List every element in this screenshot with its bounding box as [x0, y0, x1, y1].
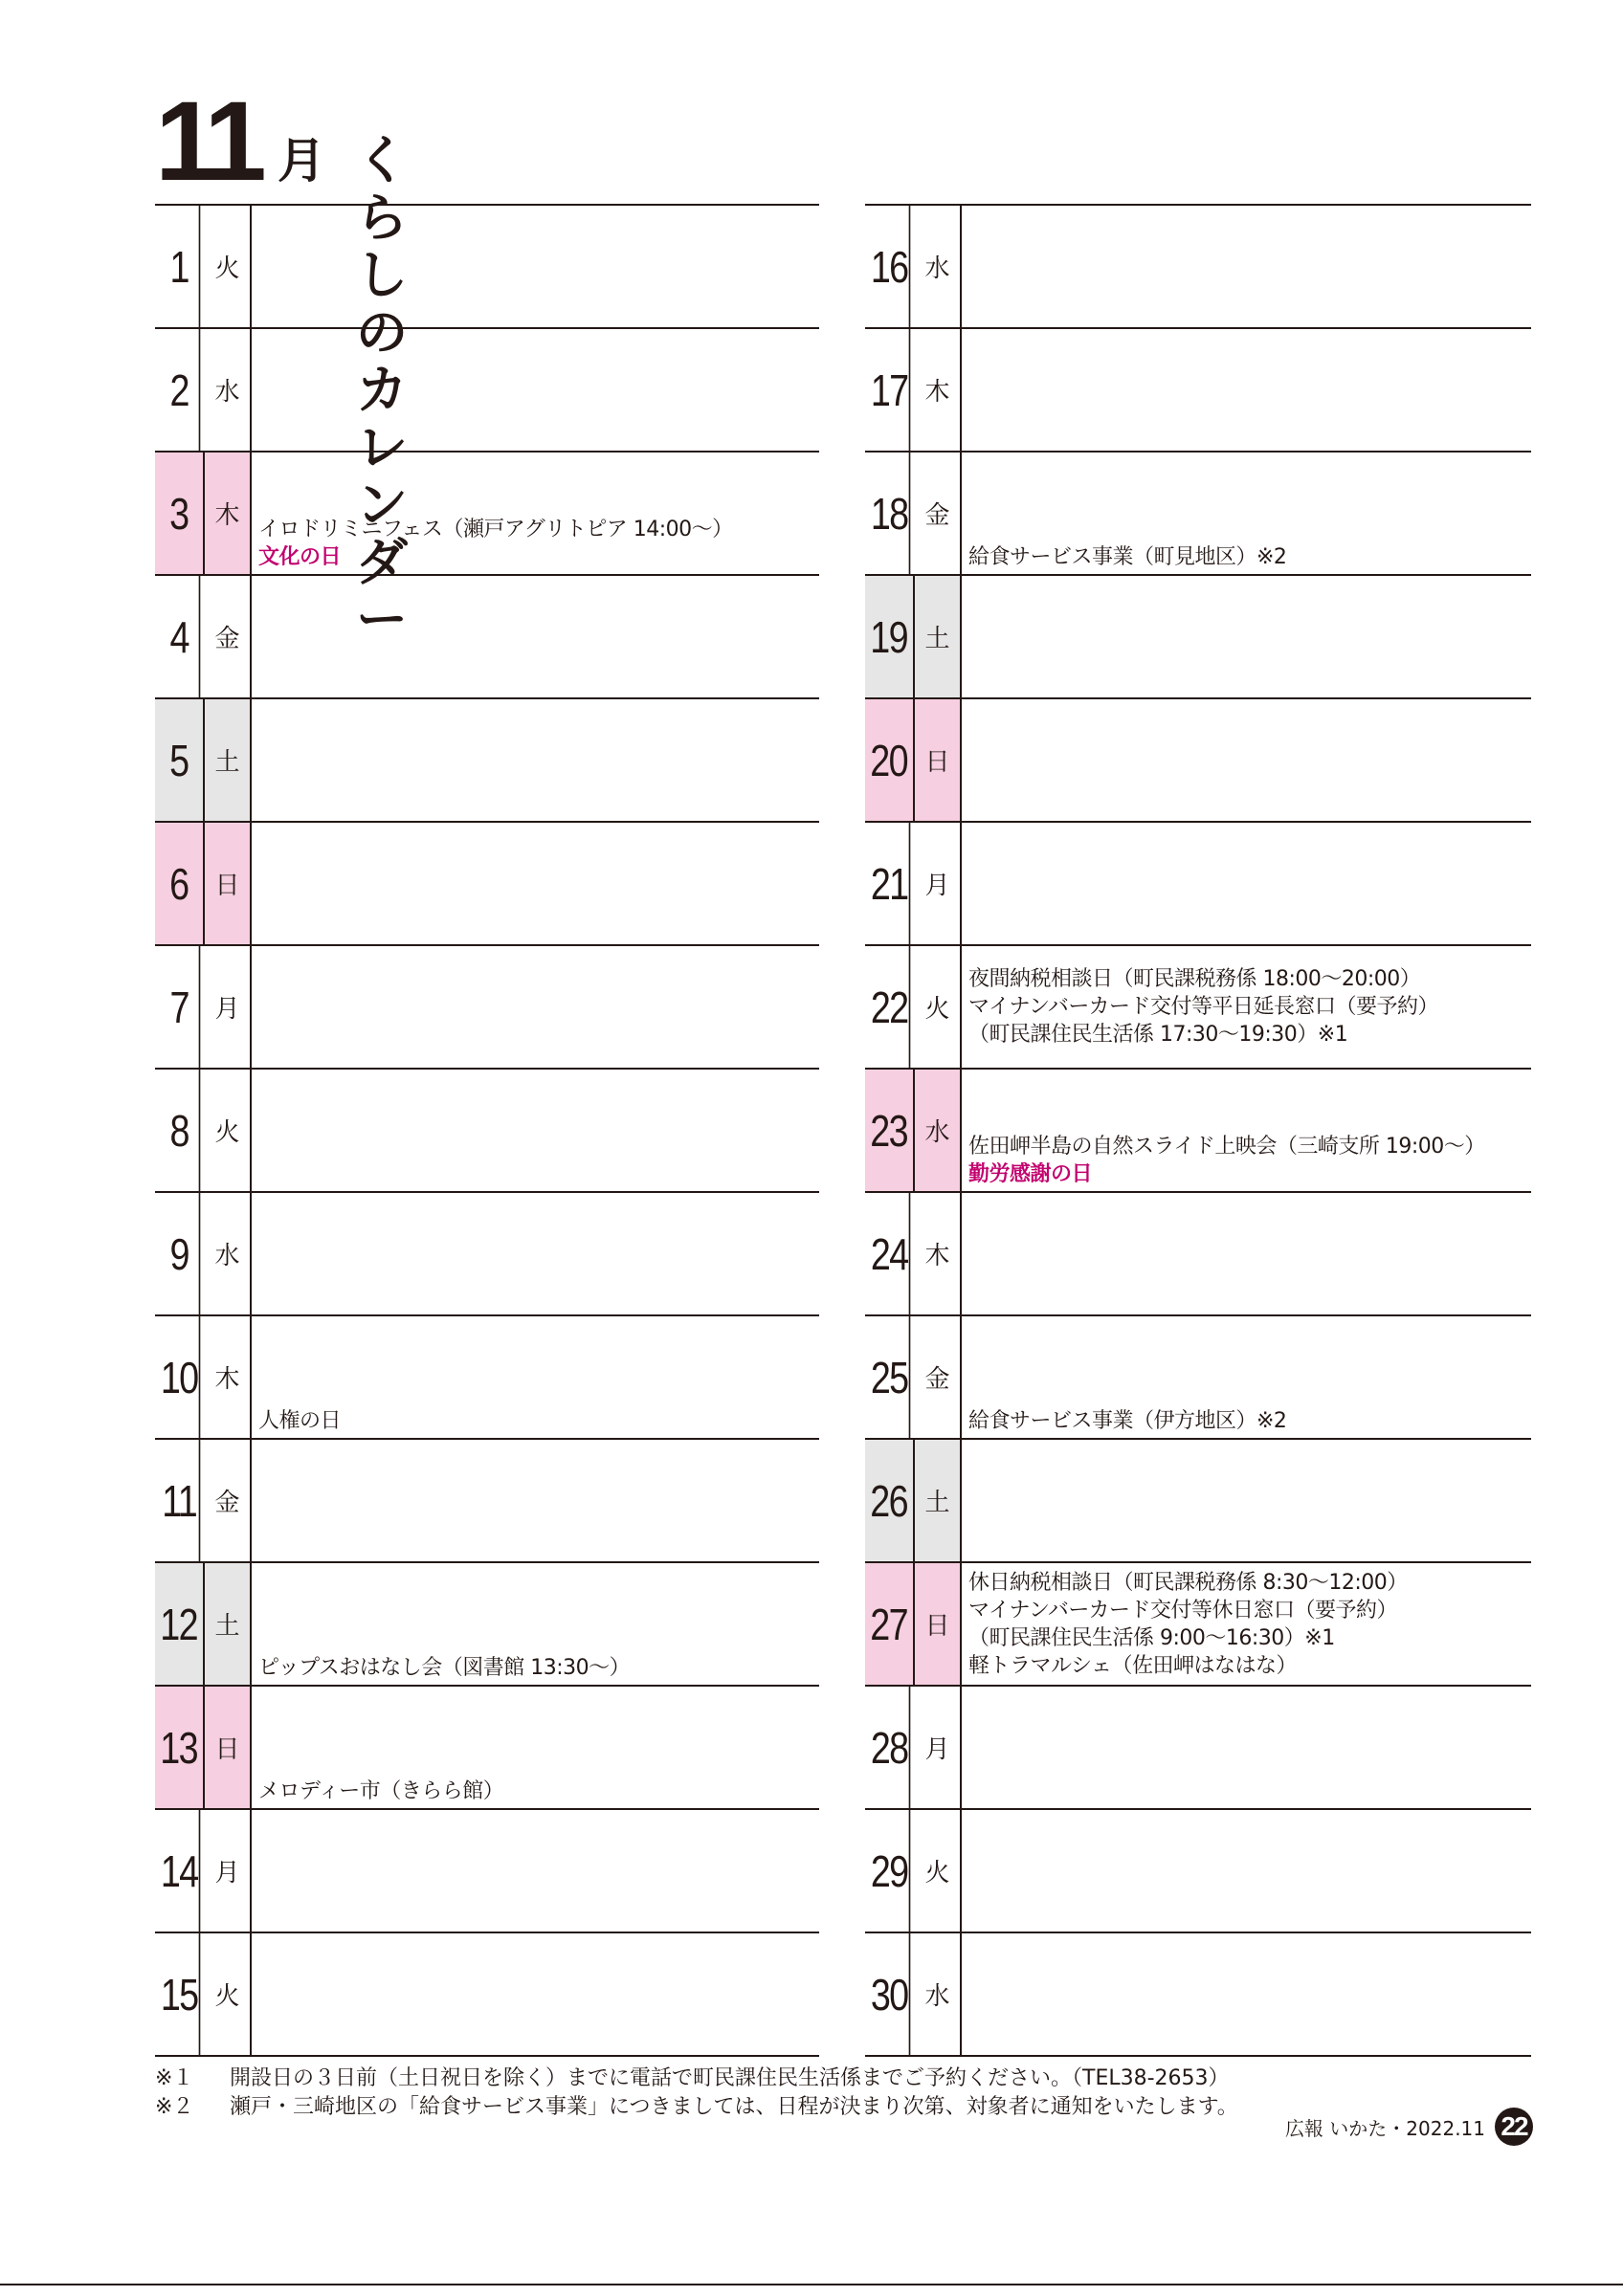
calendar-row — [865, 1563, 1531, 1687]
day-number-text: 10 — [160, 1352, 198, 1402]
weekday: 日 — [915, 1563, 962, 1685]
day-number-text: 4 — [169, 611, 189, 662]
day-number — [155, 1563, 205, 1685]
day-number-text: 26 — [870, 1475, 908, 1526]
weekday: 金 — [915, 453, 962, 574]
calendar-row — [865, 823, 1531, 946]
day-number — [865, 576, 915, 697]
holiday-name: 文化の日 — [258, 545, 342, 569]
calendar-row — [865, 576, 1531, 699]
publication-label: 広報 いかた・2022.11 — [1284, 2116, 1485, 2140]
day-number-text: 7 — [169, 982, 189, 1032]
footnote — [155, 2064, 1495, 2093]
event-text: 給食サービス事業（町見地区）※2 — [968, 545, 1287, 569]
title-month-number: 11 — [155, 78, 259, 205]
event-text: 軽トラマルシェ（佐田岬はなはな） — [968, 1653, 1298, 1678]
calendar-row — [155, 1070, 819, 1193]
calendar-row — [865, 1933, 1531, 2057]
day-number — [160, 329, 201, 451]
day-number — [865, 1563, 915, 1685]
weekday: 木 — [915, 329, 962, 451]
event-text: （町民課住民生活係 9:00〜16:30）※1 — [968, 1625, 1335, 1650]
footnote-mark: ※１ — [155, 2066, 194, 2090]
event-text: 佐田岬半島の自然スライド上映会（三崎支所 19:00〜） — [968, 1135, 1485, 1159]
page-footer — [1285, 2108, 1533, 2146]
calendar-row — [155, 1687, 819, 1810]
day-number — [160, 1440, 201, 1561]
weekday: 土 — [915, 1440, 962, 1561]
day-number-text: 11 — [162, 1475, 197, 1526]
day-number-text: 6 — [169, 858, 189, 909]
title-month-label: 月 — [278, 133, 325, 188]
event-text: メロディー市（きらら館） — [258, 1779, 504, 1803]
event-text: 夜間納税相談日（町民課税務係 18:00〜20:00） — [968, 967, 1421, 991]
calendar-row — [155, 1316, 819, 1440]
calendar-row — [155, 1563, 819, 1687]
day-number — [865, 1440, 915, 1561]
weekday: 土 — [205, 1563, 252, 1685]
day-number — [870, 1810, 911, 1932]
day-number-text: 18 — [870, 488, 908, 539]
weekday: 月 — [205, 1810, 252, 1932]
day-number-text: 2 — [169, 364, 189, 415]
day-number-text: 20 — [870, 735, 908, 785]
event-list — [968, 543, 1527, 571]
calendar-column-left — [155, 204, 819, 2057]
weekday: 金 — [205, 576, 252, 697]
weekday: 土 — [915, 576, 962, 697]
day-number — [155, 453, 205, 574]
day-number — [160, 1193, 201, 1314]
day-number-text: 15 — [160, 1969, 198, 2020]
day-number — [870, 946, 911, 1068]
event-text: マイナンバーカード交付等休日窓口（要予約） — [968, 1598, 1397, 1623]
day-number — [160, 576, 201, 697]
weekday: 水 — [915, 1070, 962, 1191]
day-number — [870, 206, 911, 327]
event-list — [258, 516, 815, 571]
calendar-row — [865, 699, 1531, 823]
weekday: 月 — [915, 1687, 962, 1808]
event-list — [258, 1777, 815, 1805]
day-number-text: 13 — [160, 1722, 198, 1773]
event-list — [968, 1566, 1527, 1682]
day-number — [160, 1933, 201, 2055]
day-number — [870, 1687, 911, 1808]
weekday: 火 — [915, 1810, 962, 1932]
day-number — [870, 823, 911, 944]
day-number — [160, 1316, 201, 1438]
weekday: 木 — [915, 1193, 962, 1314]
calendar-row — [865, 1193, 1531, 1316]
day-number-text: 9 — [169, 1228, 189, 1279]
calendar-row — [155, 1933, 819, 2057]
calendar-row — [155, 823, 819, 946]
calendar-row — [155, 206, 819, 329]
event-text: 人権の日 — [258, 1409, 342, 1433]
day-number-text: 28 — [870, 1722, 908, 1773]
day-number — [870, 1193, 911, 1314]
calendar-row — [155, 946, 819, 1070]
weekday: 日 — [205, 823, 252, 944]
weekday: 木 — [205, 453, 252, 574]
event-text: マイナンバーカード交付等平日延長窓口（要予約） — [968, 995, 1438, 1019]
day-number-text: 27 — [870, 1599, 908, 1649]
weekday: 木 — [205, 1316, 252, 1438]
holiday-name: 勤労感謝の日 — [968, 1162, 1093, 1186]
weekday: 火 — [205, 206, 252, 327]
day-number-text: 1 — [169, 241, 189, 292]
day-number — [155, 699, 205, 821]
day-number — [155, 1687, 205, 1808]
day-number-text: 12 — [160, 1599, 198, 1649]
day-number-text: 14 — [160, 1845, 198, 1896]
day-number — [160, 946, 201, 1068]
event-text: （町民課住民生活係 17:30〜19:30）※1 — [968, 1023, 1348, 1047]
weekday: 火 — [205, 1933, 252, 2055]
footnote-mark: ※２ — [155, 2095, 194, 2119]
day-number-text: 29 — [870, 1845, 908, 1896]
event-text: イロドリミニフェス（瀬戸アグリトピア 14:00〜） — [258, 518, 733, 541]
weekday: 水 — [205, 329, 252, 451]
calendar-row — [155, 699, 819, 823]
event-list — [258, 1407, 815, 1435]
calendar-row — [155, 1440, 819, 1563]
calendar-row — [155, 1810, 819, 1933]
calendar-column-right — [865, 204, 1531, 2057]
day-number-text: 17 — [870, 364, 908, 415]
weekday: 水 — [205, 1193, 252, 1314]
footnote-text: 開設日の３日前（土日祝日を除く）までに電話で町民課住民生活係までご予約ください。（TEL38-2653） — [230, 2066, 1230, 2090]
weekday: 月 — [205, 946, 252, 1068]
day-number — [155, 823, 205, 944]
bottom-rule — [0, 2284, 1623, 2285]
calendar-row — [865, 1687, 1531, 1810]
day-number-text: 24 — [870, 1228, 908, 1279]
day-number-text: 22 — [870, 982, 908, 1032]
event-text: 休日納税相談日（町民課税務係 8:30〜12:00） — [968, 1570, 1408, 1595]
footnote-text: 瀬戸・三崎地区の「給食サービス事業」につきましては、日程が決まり次第、対象者に通知をいたします。 — [230, 2095, 1238, 2119]
day-number — [870, 329, 911, 451]
day-number — [870, 453, 911, 574]
day-number — [870, 1316, 911, 1438]
day-number-text: 3 — [169, 488, 189, 539]
weekday: 日 — [915, 699, 962, 821]
day-number-text: 16 — [870, 241, 908, 292]
weekday: 月 — [915, 823, 962, 944]
weekday: 金 — [915, 1316, 962, 1438]
calendar-row — [155, 329, 819, 453]
event-list — [968, 1133, 1527, 1188]
weekday: 火 — [915, 946, 962, 1068]
event-list — [258, 1654, 815, 1682]
title-text: くらしのカレンダー — [356, 130, 407, 650]
day-number-text: 23 — [870, 1105, 908, 1156]
day-number — [870, 1933, 911, 2055]
day-number-text: 30 — [870, 1969, 908, 2020]
day-number — [160, 1070, 201, 1191]
weekday: 水 — [915, 1933, 962, 2055]
event-list — [968, 1407, 1527, 1435]
day-number — [865, 1070, 915, 1191]
weekday: 土 — [205, 699, 252, 821]
day-number-text: 8 — [169, 1105, 189, 1156]
calendar-row — [865, 206, 1531, 329]
calendar-row — [865, 946, 1531, 1070]
day-number — [160, 1810, 201, 1932]
day-number-text: 19 — [870, 611, 908, 662]
calendar-row — [155, 453, 819, 576]
day-number — [160, 206, 201, 327]
calendar-row — [865, 453, 1531, 576]
calendar-row — [865, 1810, 1531, 1933]
weekday: 金 — [205, 1440, 252, 1561]
event-list — [968, 949, 1527, 1065]
day-number — [865, 699, 915, 821]
calendar-row — [865, 1070, 1531, 1193]
day-number-text: 21 — [870, 858, 908, 909]
calendar-row — [155, 1193, 819, 1316]
day-number-text: 25 — [870, 1352, 908, 1402]
event-text: ピップスおはなし会（図書館 13:30〜） — [258, 1656, 631, 1680]
calendar-row — [155, 576, 819, 699]
weekday: 水 — [915, 206, 962, 327]
day-number-text: 5 — [169, 735, 189, 785]
calendar-row — [865, 1316, 1531, 1440]
weekday: 日 — [205, 1687, 252, 1808]
weekday: 火 — [205, 1070, 252, 1191]
calendar-row — [865, 1440, 1531, 1563]
calendar-row — [865, 329, 1531, 453]
page-number-badge: 22 — [1495, 2108, 1533, 2146]
event-text: 給食サービス事業（伊方地区）※2 — [968, 1409, 1287, 1433]
